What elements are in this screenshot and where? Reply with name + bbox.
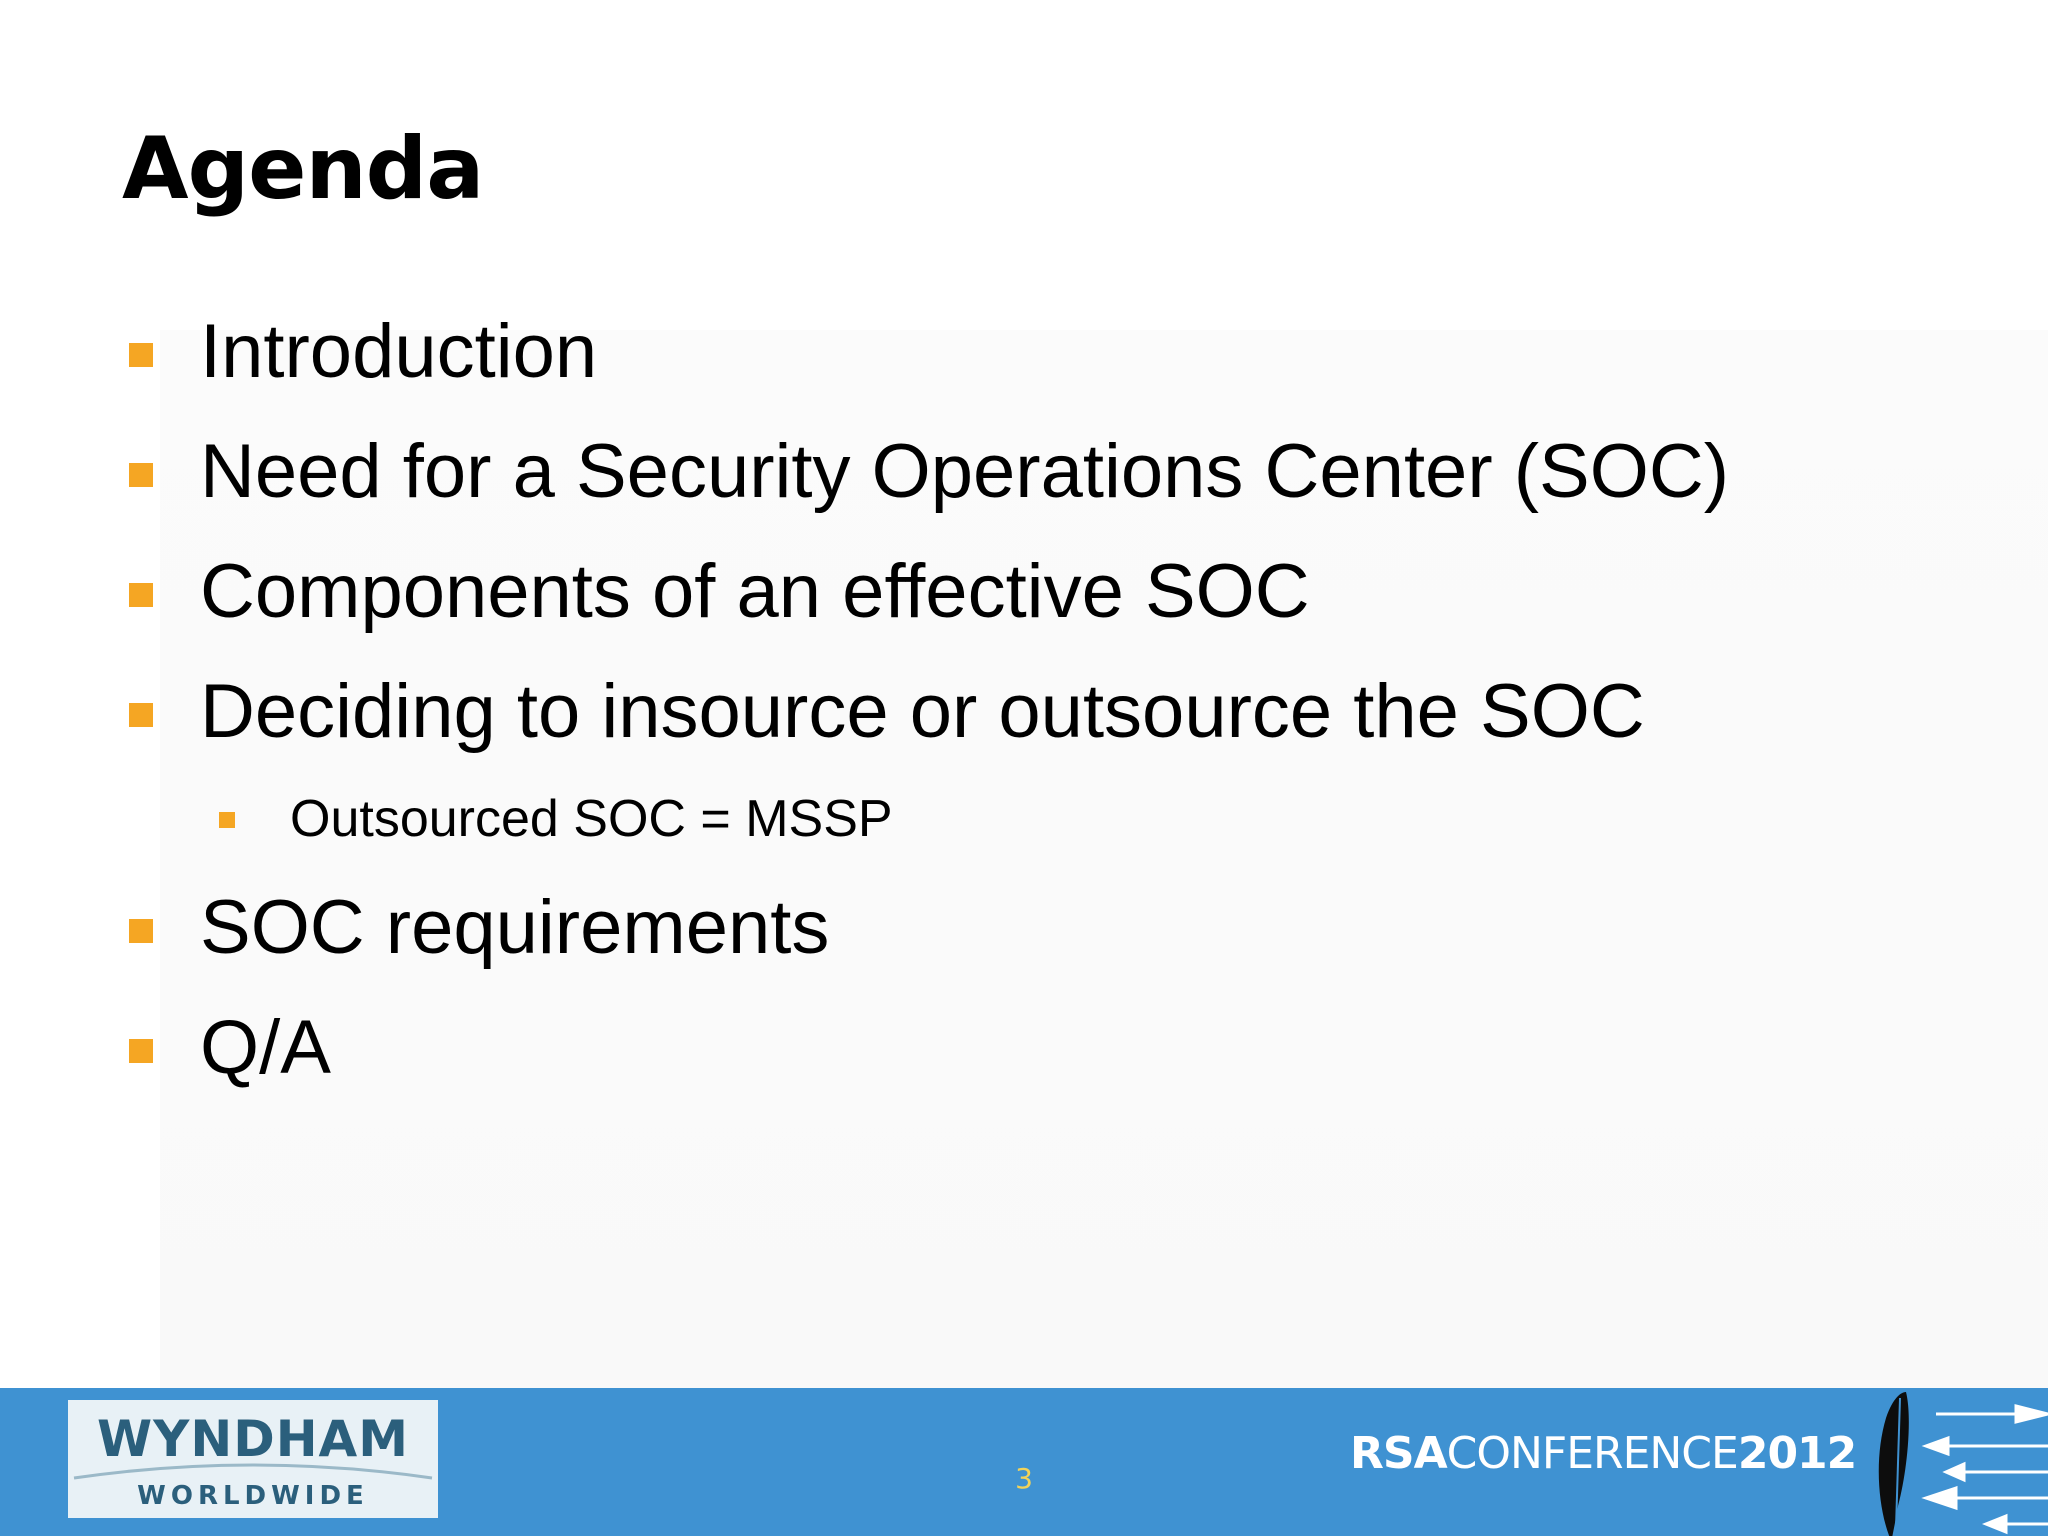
agenda-item-text: Q/A <box>200 1005 331 1090</box>
rsa-logo-conference: CONFERENCE <box>1446 1428 1738 1479</box>
agenda-item-text: Components of an effective SOC <box>200 549 1310 634</box>
bullet-square-icon <box>129 1039 153 1063</box>
page-number: 3 <box>1015 1462 1033 1495</box>
bullet-square-icon <box>129 919 153 943</box>
agenda-item <box>0 878 1900 978</box>
bullet-square-icon <box>129 343 153 367</box>
bullet-square-icon <box>129 703 153 727</box>
rsa-logo-rsa: RSA <box>1350 1428 1447 1479</box>
bullet-square-icon <box>129 583 153 607</box>
agenda-item <box>0 542 1900 642</box>
agenda-item <box>0 662 1900 762</box>
wyndham-worldwide-logo <box>68 1400 438 1518</box>
rsa-logo-year: 2012 <box>1737 1428 1857 1479</box>
rsa-conference-logo <box>1350 1428 1856 1479</box>
agenda-item-text: Introduction <box>200 309 598 394</box>
bullet-square-icon <box>219 812 235 828</box>
bullet-square-icon <box>129 463 153 487</box>
agenda-item-text: Deciding to insource or outsource the SOC <box>200 669 1645 754</box>
agenda-item <box>0 998 1900 1098</box>
agenda-subitem-text: Outsourced SOC = MSSP <box>290 790 893 848</box>
agenda-item-text: SOC requirements <box>200 885 830 970</box>
agenda-item <box>0 302 1900 402</box>
slide-title: Agenda <box>122 119 484 219</box>
feather-arrows-icon <box>1856 1388 2048 1536</box>
slide-footer <box>0 1388 2048 1536</box>
wyndham-logo-line2: WORLDWIDE <box>137 1481 369 1511</box>
agenda-item <box>0 422 1900 522</box>
agenda-subitem <box>0 784 1900 854</box>
agenda-item-text: Need for a Security Operations Center (SOC) <box>200 429 1730 514</box>
wyndham-logo-line1: WYNDHAM <box>96 1410 410 1468</box>
